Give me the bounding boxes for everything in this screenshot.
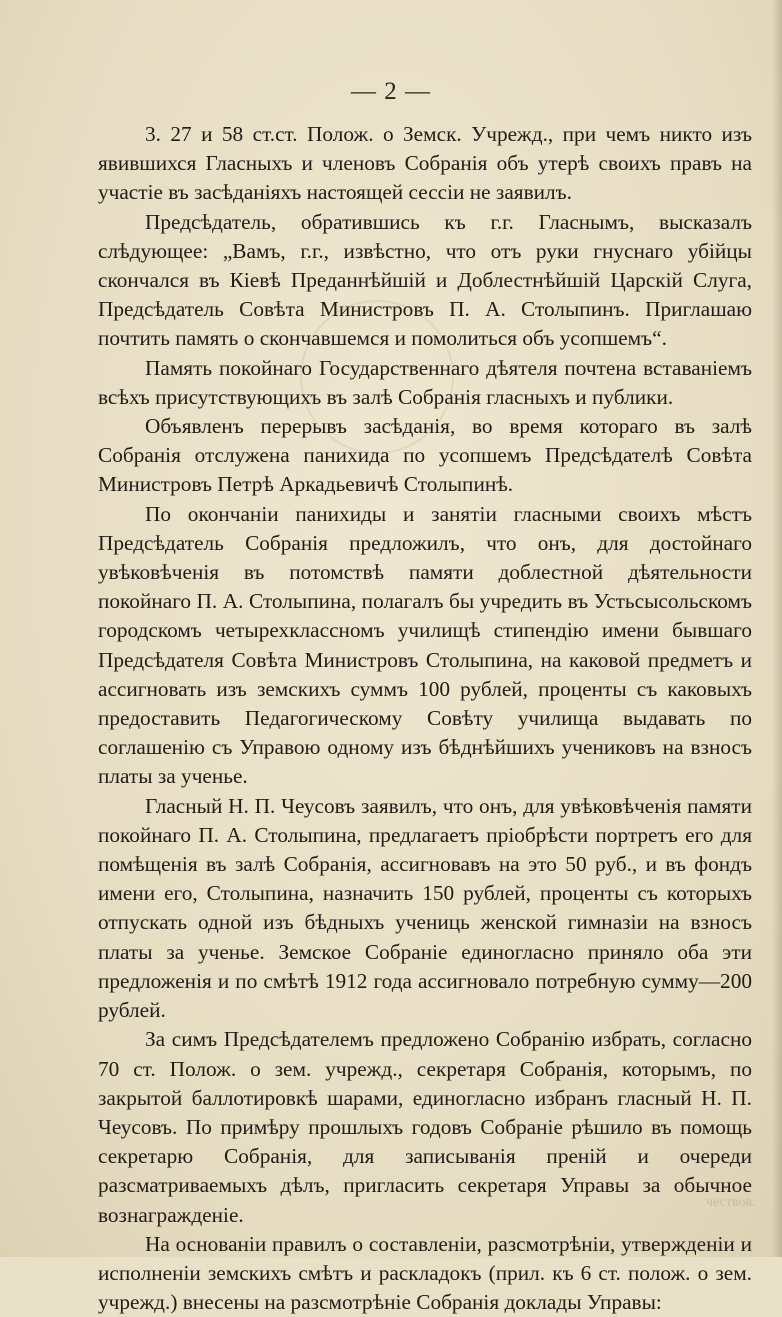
body-text xyxy=(98,120,752,1317)
page-edge-shadow xyxy=(772,0,782,1257)
paragraph-6: Гласный Н. П. Чеусовъ заявилъ, что онъ, для увѣковѣченія памяти покойнаго П. А. Столыпина, предлагаетъ пріобрѣсти портретъ его для помѣщенія въ залѣ Собранія, ассигновавъ на это 50 руб., и въ фондъ имени его, Столыпина, назначить 150 рублей, проценты съ которыхъ отпускать одной изъ бѣдныхъ учениць женской гимназіи на взносъ платы за ученье. Земское Собраніе единогласно приняло оба эти предложенія и по смѣтѣ 1912 года ассигновало потребную сумму—200 рублей. xyxy=(98,793,752,1023)
paragraph-5: По окончаніи панихиды и занятіи гласными своихъ мѣстъ Предсѣдатель Собранія предложилъ, что онъ, для достойнаго увѣковѣченія въ потомствѣ памяти доблестной дѣятельности покойнаго П. А. Столыпина, полагалъ бы учредить въ Устьсысольскомъ городскомъ четырехклассномъ училищѣ стипендію имени бывшаго Предсѣдателя Совѣта Министровъ Столыпина, на каковой предметъ и ассигновать изъ земскихъ суммъ 100 рублей, проценты съ каковыхъ предоставить Педагогическому Совѣту училища выдавать по соглашенію съ Управою одному изъ бѣднѣйшихъ учениковъ на взносъ платы за ученье. xyxy=(98,501,752,789)
paragraph-8: На основаніи правилъ о составленіи, разсмотрѣніи, утвержденіи и исполненіи земскихъ смѣтъ и раскладокъ (прил. къ 6 ст. полож. о зем. учрежд.) внесены на разсмотрѣніе Собранія доклады Управы: xyxy=(98,1231,752,1315)
paragraph-3: Память покойнаго Государственнаго дѣятеля почтена вставаніемъ всѣхъ присутствующихъ въ залѣ Собранія гласныхъ и публики. xyxy=(98,355,752,409)
paragraph-7: За симъ Предсѣдателемъ предложено Собранію избрать, согласно 70 ст. Полож. о зем. учрежд., секретаря Собранія, которымъ, по закрытой баллотировкѣ шарами, единогласно избранъ гласный Н. П. Чеусовъ. По примѣру прошлыхъ годовъ Собраніе рѣшило въ помощь секретарю Собранія, для записыванія преній и очереди разсматриваемыхъ дѣлъ, пригласить секретаря Управы за обычное вознагражденіе. xyxy=(98,1027,752,1227)
paragraph-4: Объявленъ перерывъ засѣданія, во время котораго въ залѣ Собранія отслужена панихида по усопшемъ Предсѣдателѣ Совѣта Министровъ Петрѣ Аркадьевичѣ Столыпинѣ. xyxy=(98,414,752,497)
paragraph-1: 3. 27 и 58 ст.ст. Полож. о Земск. Учрежд., при чемъ никто изъ явившихся Гласныхъ и членовъ Собранія объ утерѣ своихъ правъ на участіе въ засѣданіяхъ настоящей сессіи не заявилъ. xyxy=(98,122,752,205)
bleed-through-text: чествов. xyxy=(706,1195,756,1210)
paragraph-2: Предсѣдатель, обратившись къ г.г. Гласнымъ, высказалъ слѣдующее: „Вамъ, г.г., извѣстно, что отъ руки гнуснаго убійцы скончался въ Кіевѣ Преданнѣйшій и Доблестнѣйшій Царскій Слуга, Предсѣдатель Совѣта Министровъ П. А. Столыпинъ. Приглашаю почтить память о скончавшемся и помолиться объ усопшемъ“. xyxy=(98,209,752,351)
page-number: — 2 — xyxy=(351,78,431,105)
